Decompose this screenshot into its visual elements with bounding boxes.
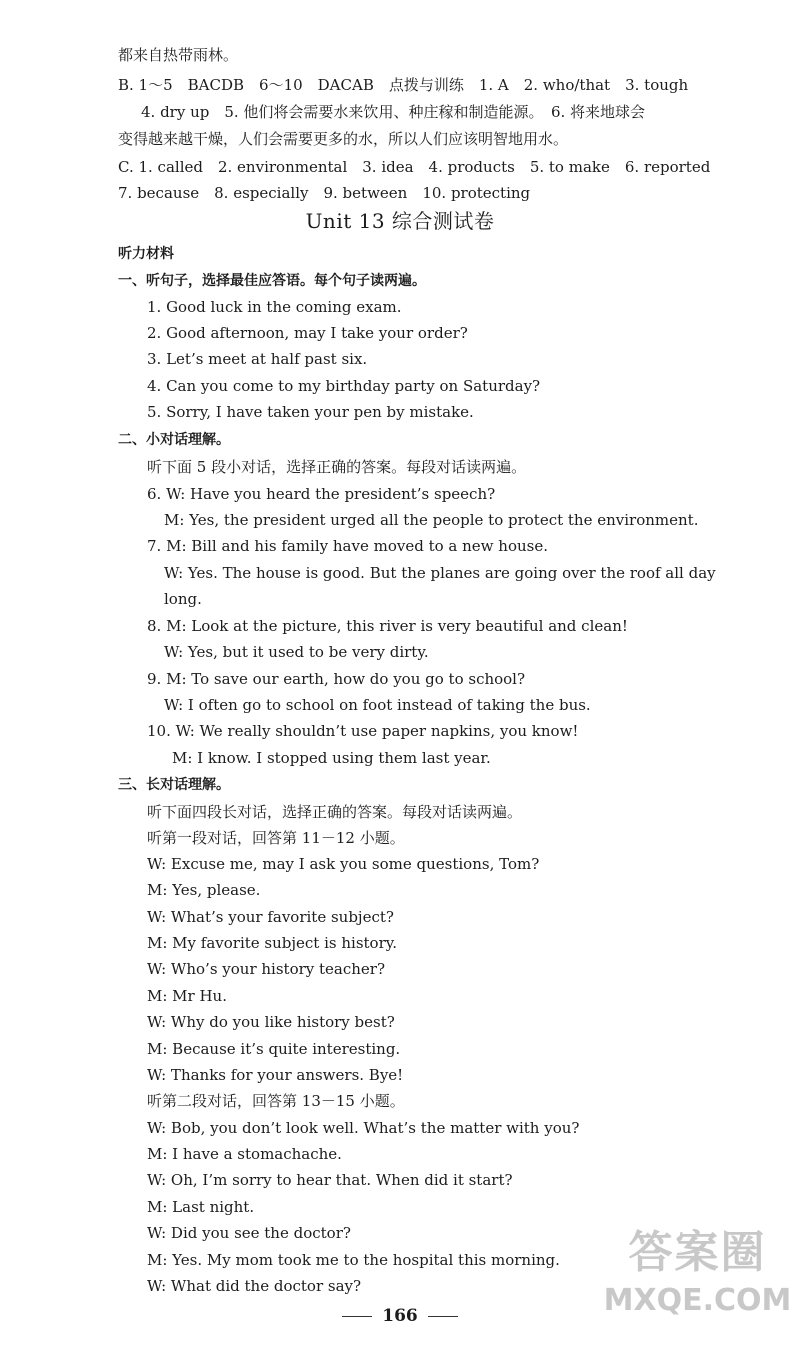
dialog1-line: M: Mr Hu. [147,987,227,1005]
dialog2-line: W: What did the doctor say? [147,1277,362,1295]
part3-heading: 三、长对话理解。 [118,777,230,793]
part2-line: 8. M: Look at the picture, this river is very beautiful and clean! [147,617,628,635]
watermark-cn: 答案圈 [628,1227,767,1278]
part2-line: M: Yes, the president urged all the people to protect the environment. [164,511,699,529]
dialog1-line: M: My favorite subject is history. [147,934,398,952]
part2-line: W: I often go to school on foot instead of taking the bus. [164,696,591,714]
part3-sub-1: 听第一段对话，回答第 11－12 小题。 [147,829,405,847]
watermark-logo [600,1225,795,1343]
part1-item: 2. Good afternoon, may I take your order? [147,324,468,342]
part2-line: 6. W: Have you heard the president’s speech? [147,485,496,503]
unit-title: Unit 13 综合测试卷 [305,209,495,233]
dialog1-line: W: Thanks for your answers. Bye! [147,1066,404,1084]
listening-heading: 听力材料 [118,246,174,262]
dialog2-line: M: Last night. [147,1198,255,1216]
footer-dash-left [342,1316,372,1317]
part3-intro: 听下面四段长对话，选择正确的答案。每段对话读两遍。 [147,803,523,821]
part2-heading: 二、小对话理解。 [118,432,230,448]
answer-line-1: 都来自热带雨林。 [118,46,239,64]
part2-line: W: Yes. The house is good. But the planes are going over the roof all day [164,564,716,582]
dialog1-line: W: What’s your favorite subject? [147,908,394,926]
dialog2-line: M: I have a stomachache. [147,1145,342,1163]
dialog2-line: W: Did you see the doctor? [147,1224,351,1242]
page-number: 166 [382,1306,418,1326]
part2-line: 9. M: To save our earth, how do you go to school? [147,670,526,688]
part1-item: 3. Let’s meet at half past six. [147,350,368,368]
dialog2-line: W: Bob, you don’t look well. What’s the matter with you? [147,1119,580,1137]
dialog1-line: W: Excuse me, may I ask you some questions, Tom? [147,855,540,873]
watermark-en: MXQE.COM [603,1283,792,1318]
dialog2-line: W: Oh, I’m sorry to hear that. When did it start? [147,1171,513,1189]
dialog1-line: W: Who’s your history teacher? [147,960,386,978]
answer-line-5: C. 1. called 2. environmental 3. idea 4. products 5. to make 6. reported [118,158,711,176]
dialog1-line: W: Why do you like history best? [147,1013,395,1031]
answer-line-2: B. 1～5 BACDB 6～10 DACAB 点拨与训练 1. A 2. who/that 3. tough [118,76,689,94]
part2-line: long. [164,590,202,608]
part2-intro: 听下面 5 段小对话，选择正确的答案。每段对话读两遍。 [147,458,527,476]
part2-line: M: I know. I stopped using them last year. [172,749,491,767]
part1-item: 1. Good luck in the coming exam. [147,298,402,316]
answer-line-6: 7. because 8. especially 9. between 10. protecting [118,184,531,202]
part2-line: 7. M: Bill and his family have moved to a new house. [147,537,548,555]
footer-dash-right [428,1316,458,1317]
part1-heading: 一、听句子，选择最佳应答语。每个句子读两遍。 [118,273,426,289]
part1-item: 4. Can you come to my birthday party on Saturday? [147,377,541,395]
part2-line: 10. W: We really shouldn’t use paper napkins, you know! [147,722,579,740]
dialog2-line: M: Yes. My mom took me to the hospital this morning. [147,1251,560,1269]
part3-sub-2: 听第二段对话，回答第 13－15 小题。 [147,1092,405,1110]
dialog1-line: M: Because it’s quite interesting. [147,1040,401,1058]
dialog1-line: M: Yes, please. [147,881,261,899]
part1-item: 5. Sorry, I have taken your pen by mistake. [147,403,474,421]
part2-line: W: Yes, but it used to be very dirty. [164,643,429,661]
answer-line-4: 变得越来越干燥，人们会需要更多的水，所以人们应该明智地用水。 [118,130,569,148]
answer-line-3: 4. dry up 5. 他们将会需要水来饮用、种庄稼和制造能源。 6. 将来地球会 [141,103,646,121]
